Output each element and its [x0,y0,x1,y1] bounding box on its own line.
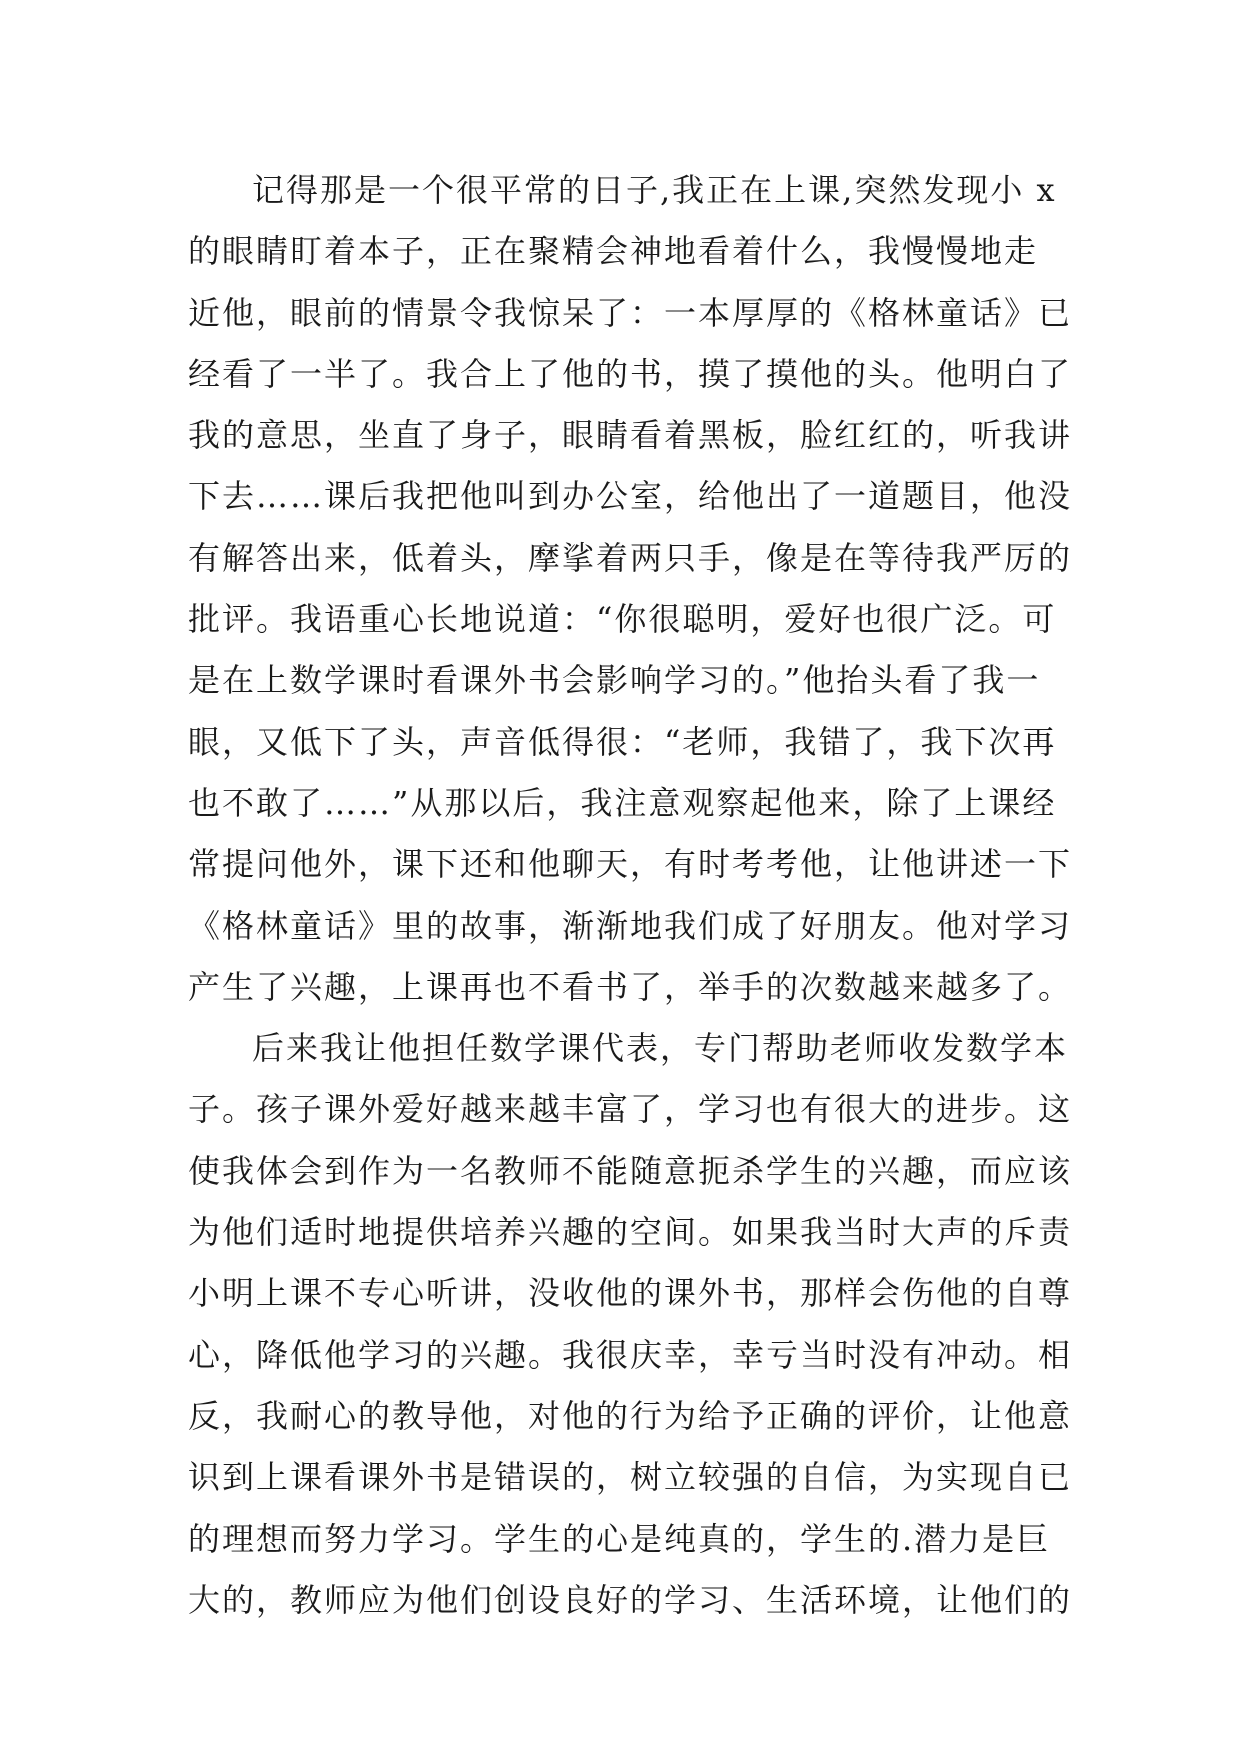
text-line: 常提问他外，课下还和他聊天，有时考考他，让他讲述一下 [188,845,1073,884]
text-line: 批评。我语重心长地说道：“你很聪明，爱好也很广泛。可 [188,600,1057,639]
text-line: 的理想而努力学习。学生的心是纯真的，学生的.潜力是巨 [188,1519,1051,1558]
text-line: 也不敢了……”从那以后，我注意观察起他来，除了上课经 [188,783,1057,822]
text-line: 的眼睛盯着本子，正在聚精会神地看着什么，我慢慢地走 [188,232,1039,271]
text-line: 为他们适时地提供培养兴趣的空间。如果我当时大声的斥责 [188,1213,1073,1252]
text-line: 产生了兴趣，上课再也不看书了，举手的次数越来越多了。 [188,967,1073,1006]
text-line: 记得那是一个很平常的日子,我正在上课,突然发现小 x [252,171,1057,209]
text-line: 《格林童话》里的故事，渐渐地我们成了好朋友。他对学习 [188,906,1073,945]
text-line: 识到上课看课外书是错误的，树立较强的自信，为实现自已 [188,1458,1073,1497]
text-line: 经看了一半了。我合上了他的书，摸了摸他的头。他明白了 [188,354,1073,393]
text-line: 是在上数学课时看课外书会影响学习的。”他抬头看了我一 [188,661,1041,700]
text-line: 后来我让他担任数学课代表，专门帮助老师收发数学本 [252,1029,1069,1068]
text-line: 下去……课后我把他叫到办公室，给他出了一道题目，他没 [188,477,1073,516]
text-line: 大的，教师应为他们创设良好的学习、生活环境，让他们的 [188,1580,1073,1619]
text-line: 近他，眼前的情景令我惊呆了：一本厚厚的《格林童话》已 [188,293,1073,332]
text-line: 我的意思，坐直了身子，眼睛看着黑板，脸红红的，听我讲 [188,416,1073,455]
text-line: 小明上课不专心听讲，没收他的课外书，那样会伤他的自尊 [188,1274,1073,1313]
text-line: 眼，又低下了头，声音低得很：“老师，我错了，我下次再 [188,722,1057,761]
text-line: 心，降低他学习的兴趣。我很庆幸，幸亏当时没有冲动。相 [188,1335,1073,1374]
body-text [188,160,1073,1631]
text-line: 使我体会到作为一名教师不能随意扼杀学生的兴趣，而应该 [188,1151,1073,1190]
text-line: 有解答出来，低着头，摩挲着两只手，像是在等待我严厉的 [188,538,1073,577]
text-line: 反，我耐心的教导他，对他的行为给予正确的评价，让他意 [188,1396,1073,1435]
text-line: 子。孩子课外爱好越来越丰富了，学习也有很大的进步。这 [188,1090,1073,1129]
